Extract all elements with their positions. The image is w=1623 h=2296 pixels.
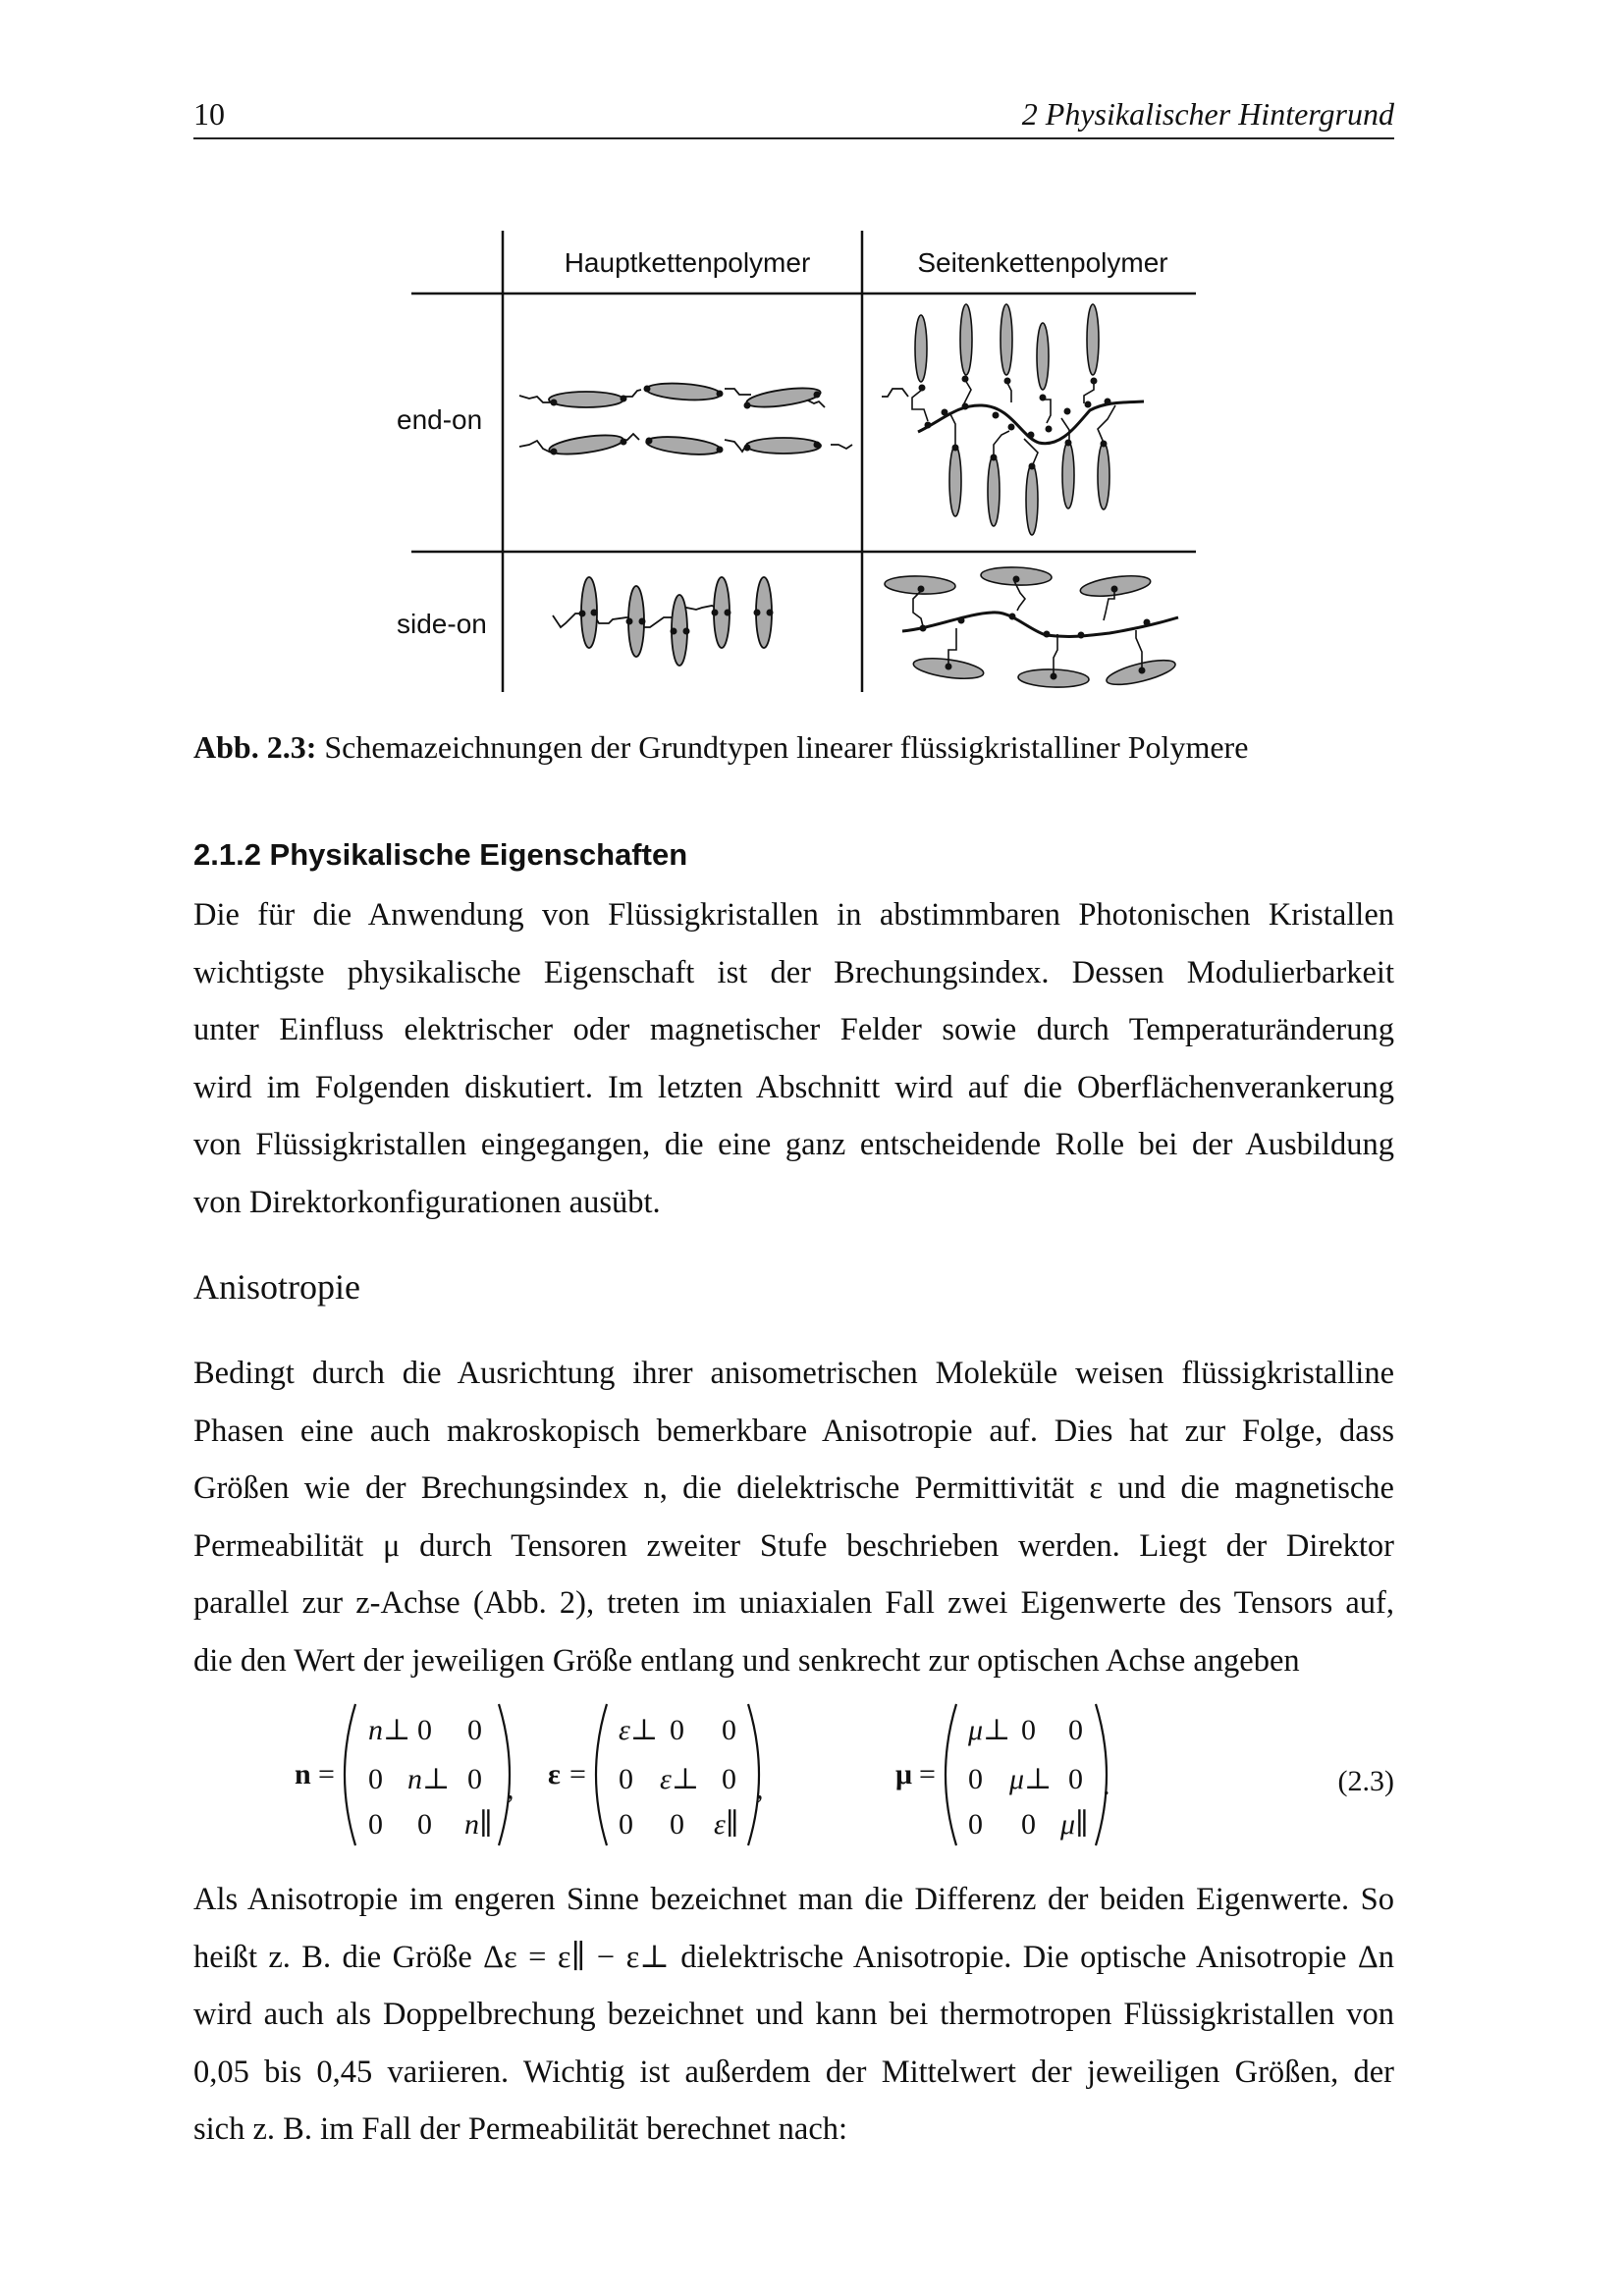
text-line: 0,05 bis 0,45 variieren. Wichtig ist außerdem der Mittelwert der jeweiligen Größen, der [193,2054,1394,2090]
side-chain-side-on [885,566,1178,690]
svg-text:ε⊥: ε⊥ [619,1714,659,1746]
svg-text:0: 0 [1021,1808,1036,1841]
svg-text:0: 0 [968,1763,983,1795]
running-head [193,96,1394,135]
caption-text: Schemazeichnungen der Grundtypen linearer flüssigkristalliner Polymere [316,729,1249,765]
svg-text:=: = [569,1758,586,1790]
figure-grid [411,231,1196,692]
side-chain-end-on [912,304,1144,535]
text-line: wird im Folgenden diskutiert. Im letzten Abschnitt wird auf die Oberflächenverankerung [193,1069,1394,1105]
main-chain-side-on [553,577,774,666]
svg-text:=: = [318,1758,335,1790]
row-header-side-on: side-on [397,609,487,639]
text-line: Phasen eine auch makroskopisch bemerkbare Anisotropie auf. Dies hat zur Folge, dass [193,1413,1394,1449]
svg-text:0: 0 [722,1714,736,1746]
svg-text:,: , [507,1773,514,1805]
svg-text:0: 0 [619,1808,633,1841]
svg-text:0: 0 [368,1763,383,1795]
text-line: Bedingt durch die Ausrichtung ihrer anisometrischen Moleküle weisen flüssigkristalline [193,1356,1394,1391]
tensor-matrices [275,1696,1394,1853]
svg-text:0: 0 [417,1808,432,1841]
main-chain-end-on [519,381,908,457]
svg-text:μ∥: μ∥ [1060,1808,1089,1841]
svg-text:0: 0 [1021,1714,1036,1746]
svg-text:0: 0 [417,1714,432,1746]
text-line: Die für die Anwendung von Flüssigkristallen in abstimmbaren Photonischen Kristallen [193,897,1394,933]
col-header-main-chain: Hauptkettenpolymer [564,247,811,278]
svg-text:0: 0 [619,1763,633,1795]
svg-text:0: 0 [368,1808,383,1841]
svg-text:0: 0 [670,1808,684,1841]
text-line: von Direktorkonfigurationen ausübt. [193,1184,661,1220]
text-line: Permeabilität μ durch Tensoren zweiter Stufe beschrieben werden. Liegt der Direktor [193,1527,1394,1564]
svg-text:0: 0 [467,1714,482,1746]
text-line: von Flüssigkristallen eingegangen, die eine ganz entscheidende Rolle bei der Ausbildung [193,1127,1394,1162]
svg-text:,: , [756,1773,764,1805]
svg-text:μ⊥: μ⊥ [1009,1763,1053,1795]
row-header-end-on: end-on [397,404,483,435]
text-line: parallel zur z-Achse (Abb. 2), treten im uniaxialen Fall zwei Eigenwerte des Tensors auf, [193,1585,1394,1621]
svg-text:ε⊥: ε⊥ [660,1763,700,1795]
text-line: die den Wert der jeweiligen Größe entlang und senkrecht zur optischen Achse angeben [193,1642,1300,1679]
paragraph-intro [193,886,1394,1231]
text-line: unter Einfluss elektrischer oder magnetischer Felder sowie durch Temperaturänderung [193,1012,1394,1047]
matrix-symbol-epsilon: ε [548,1758,561,1790]
subsection-heading: Anisotropie [193,1267,360,1307]
matrix-symbol-n: n [295,1758,311,1790]
svg-text:ε∥: ε∥ [714,1808,739,1841]
col-header-side-chain: Seitenkettenpolymer [917,247,1168,278]
figure-caption [193,729,1394,766]
svg-text:n∥: n∥ [464,1808,493,1841]
svg-text:0: 0 [467,1763,482,1795]
section-heading: 2.1.2 Physikalische Eigenschaften [193,837,688,872]
svg-text:.: . [1103,1769,1110,1801]
svg-text:0: 0 [1068,1714,1083,1746]
text-line: sich z. B. im Fall der Permeabilität berechnet nach: [193,2111,848,2147]
svg-text:n⊥: n⊥ [368,1714,411,1746]
text-line: Als Anisotropie im engeren Sinne bezeichnet man die Differenz der beiden Eigenwerte. So [193,1882,1394,1917]
svg-text:μ⊥: μ⊥ [968,1714,1011,1746]
equation-number: (2.3) [1337,1765,1394,1797]
chapter-title: 2 Physikalischer Hintergrund [1021,96,1394,132]
polymer-schematic-diagram [373,221,1217,702]
paragraph-anisotropy-definition [193,1871,1394,2159]
svg-text:0: 0 [722,1763,736,1795]
paragraph-anisotropy [193,1345,1394,1689]
svg-text:=: = [919,1758,936,1790]
svg-text:n⊥: n⊥ [407,1763,451,1795]
equation-2-3 [275,1696,1394,1853]
svg-text:0: 0 [1068,1763,1083,1795]
figure-polymer-types [373,221,1217,702]
caption-label: Abb. 2.3: [193,729,317,765]
svg-text:0: 0 [670,1714,684,1746]
matrix-symbol-mu: μ [895,1758,913,1790]
text-line: Größen wie der Brechungsindex n, die dielektrische Permittivität ε und die magnetische [193,1470,1394,1506]
svg-text:0: 0 [968,1808,983,1841]
text-line: wird auch als Doppelbrechung bezeichnet und kann bei thermotropen Flüssigkristallen von [193,1997,1394,2032]
text-line: wichtigste physikalische Eigenschaft ist der Brechungsindex. Dessen Modulierbarkeit [193,954,1394,990]
page-number: 10 [193,96,225,132]
header-rule [193,137,1394,139]
text-line: heißt z. B. die Größe Δε = ε∥ − ε⊥ dielektrische Anisotropie. Die optische Anisotropie Δn [193,1939,1394,1975]
